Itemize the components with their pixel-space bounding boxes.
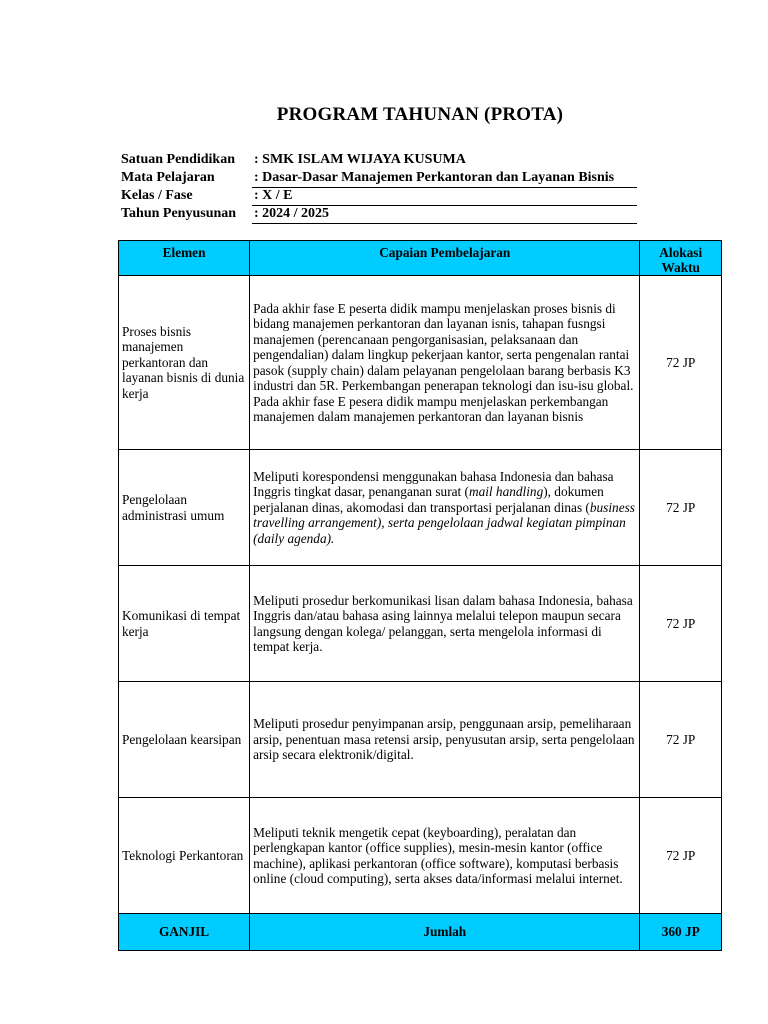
- info-label: Satuan Pendidikan: [121, 152, 235, 167]
- table-header-row: [119, 241, 722, 276]
- footer-label: Jumlah: [250, 914, 640, 951]
- table-footer-row: [119, 914, 722, 951]
- info-row-mapel: [121, 169, 637, 187]
- table-row: [119, 276, 722, 450]
- cell-elemen: Komunikasi di tempat kerja: [119, 566, 250, 682]
- cell-elemen: Teknologi Perkantoran: [119, 798, 250, 914]
- header-capaian: Capaian Pembelajaran: [250, 241, 640, 276]
- prota-table: [118, 240, 722, 951]
- cell-alokasi: 72 JP: [640, 450, 722, 566]
- header-alokasi-line2: Waktu: [661, 260, 700, 275]
- info-value: : Dasar-Dasar Manajemen Perkantoran dan Layanan Bisnis: [254, 170, 615, 185]
- info-value: : X / E: [254, 188, 293, 203]
- info-row-tahun: [121, 205, 637, 223]
- cell-elemen: Pengelolaan administrasi umum: [119, 450, 250, 566]
- info-label: Mata Pelajaran: [121, 170, 215, 185]
- cell-alokasi: 72 JP: [640, 682, 722, 798]
- info-row-kelas: [121, 187, 637, 205]
- table-row: [119, 450, 722, 566]
- info-row-satuan: [121, 151, 637, 169]
- cell-capaian: Pada akhir fase E peserta didik mampu menjelaskan proses bisnis di bidang manajemen perkantoran dan layanan isnis, tahapan fusngsi manajemen (perencanaan pengorganisasian, pelaksanaan dan pengendalian) dalam lingkup pekerjaan kantor, serta pengenalan rantai pasok (supply chain) dalam pelayanan pengelolaan barang berbasis K3 industri dan 5R. Perkembangan penerapan teknologi dan isu-isu global. Pada akhir fase E pesera didik mampu menjelaskan perkembangan manajemen dalam manajemen perkantoran dan layanan bisnis: [250, 276, 640, 450]
- info-block: [121, 151, 637, 223]
- header-alokasi: [640, 241, 722, 276]
- cell-elemen: Pengelolaan kearsipan: [119, 682, 250, 798]
- cell-alokasi: 72 JP: [640, 798, 722, 914]
- capaian-text: Meliputi korespondensi menggunakan bahasa Indonesia dan bahasa Inggris tingkat dasar, penanganan surat (: [253, 468, 614, 500]
- page-title: PROGRAM TAHUNAN (PROTA): [276, 104, 564, 125]
- cell-capaian: Meliputi prosedur berkomunikasi lisan dalam bahasa Indonesia, bahasa Inggris dan/atau bahasa asing lainnya melalui telepon maupun secara langsung dengan kolega/ pelanggan, serta mengelola informasi di tempat kerja.: [250, 566, 640, 682]
- cell-alokasi: 72 JP: [640, 566, 722, 682]
- cell-capaian: Meliputi teknik mengetik cepat (keyboarding), peralatan dan perlengkapan kantor (office supplies), mesin-mesin kantor (office machine), aplikasi perkantoran (office software), komputasi berbasis online (cloud computing), serta akses data/informasi melalui internet.: [250, 798, 640, 914]
- capaian-italic: mail handling: [468, 484, 544, 500]
- capaian-text: ), dokumen perjalanan dinas, akomodasi dan transportasi perjalanan dinas (: [253, 484, 604, 515]
- header-elemen: Elemen: [119, 241, 250, 276]
- info-label: Tahun Penyusunan: [121, 206, 237, 221]
- cell-alokasi: 72 JP: [640, 276, 722, 450]
- footer-semester: GANJIL: [119, 914, 250, 951]
- info-value: : SMK ISLAM WIJAYA KUSUMA: [254, 152, 466, 167]
- header-alokasi-line1: Alokasi: [659, 245, 703, 260]
- info-label: Kelas / Fase: [121, 188, 193, 203]
- underline: [252, 223, 637, 224]
- table-row: [119, 566, 722, 682]
- cell-elemen: Proses bisnis manajemen perkantoran dan layanan bisnis di dunia kerja: [119, 276, 250, 450]
- table-row: [119, 798, 722, 914]
- table-row: [119, 682, 722, 798]
- cell-capaian: [250, 450, 640, 566]
- footer-total: 360 JP: [640, 914, 722, 951]
- info-value: : 2024 / 2025: [254, 206, 330, 221]
- cell-capaian: Meliputi prosedur penyimpanan arsip, penggunaan arsip, pemeliharaan arsip, penentuan masa retensi arsip, penyusutan arsip, serta pengelolaan arsip secara elektronik/digital.: [250, 682, 640, 798]
- capaian-italic: business travelling arrangement), serta pengelolaan jadwal kegiatan pimpinan (daily agenda).: [253, 499, 635, 546]
